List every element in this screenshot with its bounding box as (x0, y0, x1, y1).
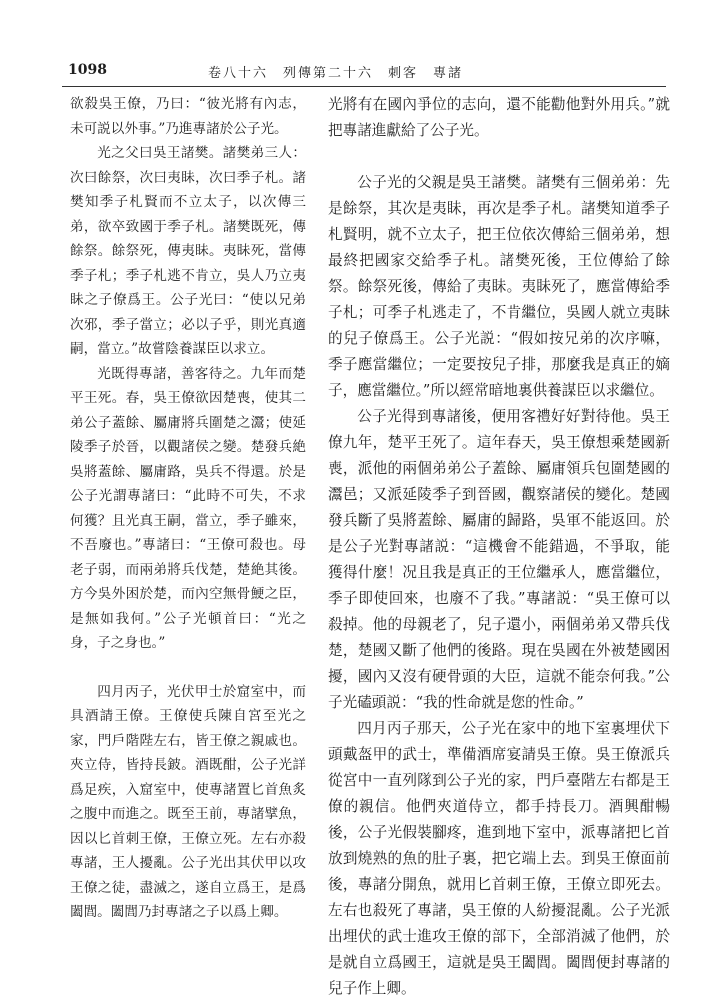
classical-paragraph: 欲殺吳王僚，乃曰：“彼光將有內志，未可説以外事。”乃進專諸於公子光。 (70, 96, 306, 137)
translation-paragraph: 四月丙子那天，公子光在家中的地下室裏埋伏下頭戴盔甲的武士，準備酒席宴請吳王僚。吳王僚派兵從宮中一直列隊到公子光的家，門戶臺階左右都是王僚的親信。他們夾道侍立，都手持長刀。酒興酣暢後，公子光假裝腳疼，進到地下室中，派專諸把匕首放到燒熟的魚的肚子裏，把它端上去。到吳王僚面前後，專諸分開魚，就用匕首刺王僚，王僚立即死去。左右也殺死了專諸，吳王僚的人紛擾混亂。公子光派出埋伏的武士進攻王僚的部下，全部消滅了他們，於是就自立爲國王，這就是吳王闔閭。闔閭便封專諸的兒子作上卿。 (328, 720, 670, 997)
running-title: 卷八十六 列傳第二十六 刺客 專諸 (208, 66, 464, 81)
classical-text-column (70, 92, 306, 925)
paragraph-spacer (328, 144, 670, 170)
header-rule (62, 86, 666, 87)
translation-paragraph: 光將有在國內爭位的志向，還不能勸他對外用兵。”就把專諸進獻給了公子光。 (328, 96, 670, 139)
translation-paragraph: 公子光的父親是吳王諸樊。諸樊有三個弟弟：先是餘祭，其次是夷眛，再次是季子札。諸樊知道季子札賢明，就不立太子，把王位依次傳給三個弟弟，想最終把國家交給季子札。諸樊死後，王位傳給了餘祭。餘祭死後，傳給了夷眛。夷眛死了，應當傳給季子札；可季子札逃走了，不肯繼位，吳國人就立夷眛的兒子僚爲王。公子光説：“假如按兄弟的次序嘛，季子應當繼位；一定要按兒子排，那麼我是真正的嫡子，應當繼位。”所以經常暗地裏供養謀臣以求繼位。 (328, 174, 670, 399)
classical-paragraph: 四月丙子，光伏甲士於窟室中，而具酒請王僚。王僚使兵陳自宮至光之家，門戶階陛左右，皆王僚之親戚也。夾立侍，皆持長鈹。酒既酣，公子光詳爲足疾，入窟室中，使專諸置匕首魚炙之腹中而進之。既至王前，專諸擘魚，因以匕首刺王僚，王僚立死。左右亦殺專諸，王人擾亂。公子光出其伏甲以攻王僚之徒，盡滅之，遂自立爲王，是爲闔閭。闔閭乃封專諸之子以爲上卿。 (70, 683, 306, 920)
page-header (68, 58, 668, 84)
page-number: 1098 (68, 62, 107, 78)
translation-paragraph: 公子光得到專諸後，便用客禮好好對待他。吳王僚九年，楚平王死了。這年春天，吳王僚想乘楚國新喪，派他的兩個弟弟公子蓋餘、屬庸領兵包圍楚國的灊邑；又派延陵季子到晉國，觀察諸侯的變化。楚國發兵斷了吳將蓋餘、屬庸的歸路，吳軍不能返回。於是公子光對專諸説：“這機會不能錯過，不爭取，能獲得什麼！况且我是真正的王位繼承人，應當繼位，季子即使回來，也廢不了我。”專諸説：“吳王僚可以殺掉。他的母親老了，兒子還小，兩個弟弟又帶兵伐楚，楚國又斷了他們的後路。現在吳國在外被楚國困擾，國內又沒有硬骨頭的大臣，這就不能奈何我。”公子光磕頭説：“我的性命就是您的性命。” (328, 408, 670, 711)
classical-paragraph: 光既得專諸，善客待之。九年而楚平王死。春，吳王僚欲因楚喪，使其二弟公子蓋餘、屬庸將兵圍楚之灊；使延陵季子於晉，以觀諸侯之變。楚發兵絶吳將蓋餘、屬庸路，吳兵不得還。於是公子光謂專諸曰：“此時不可失，不求何獲？且光真王嗣，當立，季子雖來，不吾廢也。”專諸曰：“王僚可殺也。母老子弱，而兩弟將兵伐楚，楚絶其後。方今吳外困於楚，而內空無骨鯁之臣，是無如我何。”公子光頓首曰：“光之身，子之身也。” (70, 365, 306, 651)
paragraph-spacer (70, 656, 306, 680)
classical-paragraph: 光之父曰吳王諸樊。諸樊弟三人：次曰餘祭，次曰夷眛，次曰季子札。諸樊知季子札賢而不立太子，以次傳三弟，欲卒致國于季子札。諸樊既死，傳餘祭。餘祭死，傳夷眛。夷眛死，當傳季子札；季子札逃不肯立，吳人乃立夷眛之子僚爲王。公子光曰：“使以兄弟次邪，季子當立；必以子乎，則光真適嗣，當立。”故嘗陰養謀臣以求立。 (70, 145, 306, 357)
translation-column (328, 92, 670, 1002)
